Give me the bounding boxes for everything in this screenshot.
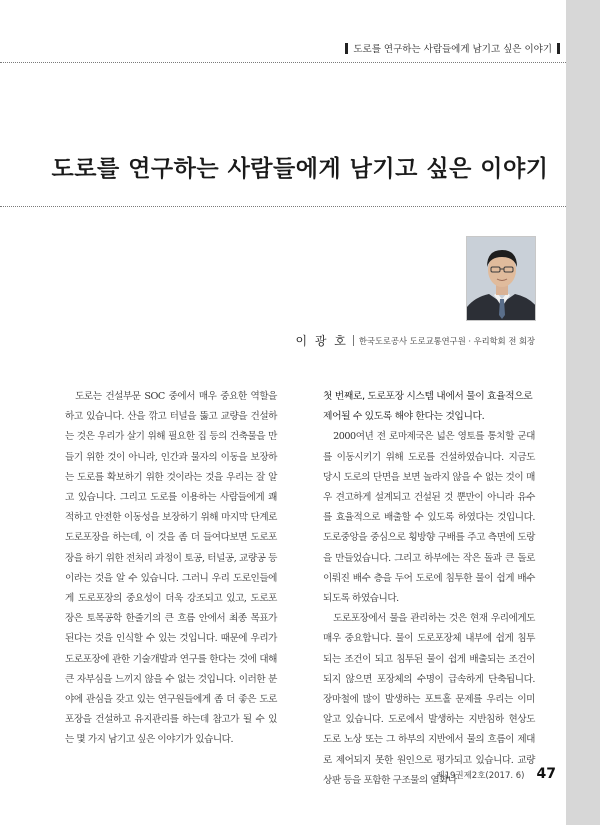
title-dotted-rule — [0, 206, 566, 207]
page-footer — [436, 766, 556, 782]
page-title: 도로를 연구하는 사람들에게 남기고 싶은 이야기 — [51, 156, 549, 182]
author-name: 이 광 호 — [295, 334, 348, 348]
left-column — [65, 387, 277, 751]
author-separator — [353, 335, 354, 346]
header-bar-right — [557, 43, 560, 54]
author-line — [295, 332, 535, 349]
top-dotted-rule — [0, 62, 566, 63]
author-affiliation: 한국도로공사 도로교통연구원 · 우리학회 전 회장 — [358, 335, 535, 346]
right-lead-text: 첫 번째로, 도로포장 시스템 내에서 물이 효율적으로 제어될 수 있도록 해야 한다는 것입니다. — [323, 391, 533, 423]
author-photo — [466, 236, 536, 321]
left-paragraph-1: 도로는 건설부문 SOC 중에서 매우 중요한 역할을 하고 있습니다. 산을 깎고 터널을 뚫고 교량을 건설하는 것은 우리가 살기 위해 필요한 집 등의 건축물을 만들기 위한 것이 아니라, 인간과 물자의 이동을 보장하는 도로를 확보하기 위한 것이라는 것을 우리는 잘 알고 있습니다. 그리고 도로를 이용하는 사람들에게 쾌적하고 안전한 이동성을 보장하기 위해 마지막 단계로 도로포장을 하는데, 이 것을 좀 더 들여다보면 도로포장을 하기 위한 전처리 과정이 토공, 터널공, 교량공 등이라는 것을 알 수 있습니다. 그러니 우리 도로인들에게 도로포장의 중요성이 더욱 강조되고 있고, 도로포장은 토목공학 한줄기의 큰 흐름 안에서 최종 목표가 된다는 것을 인식할 수 있는 것입니다. 때문에 우리가 도로포장에 관한 기술개발과 연구를 한다는 것에 대해 큰 자부심을 느끼지 않을 수 없는 것입니다. 이러한 분야에 관심을 갖고 있는 연구원들에게 좀 더 좋은 도로포장을 건설하고 유지관리를 하는데 참고가 될 수 있는 몇 가지 남기고 싶은 이야기가 있습니다. — [65, 391, 277, 746]
running-header-text: 도로를 연구하는 사람들에게 남기고 싶은 이야기 — [353, 44, 552, 55]
side-tab — [566, 0, 600, 825]
header-bar-left — [345, 43, 348, 54]
page-number: 47 — [536, 766, 556, 782]
right-column — [323, 387, 535, 791]
running-header — [345, 41, 560, 55]
right-paragraph-1: 2000여년 전 로마제국은 넓은 영토를 통치할 군대를 이동시키기 위해 도로를 건설하였습니다. 지금도 당시 도로의 단면을 보면 놀라지 않을 수 없는 것이 매우 견고하게 설계되고 건설된 것 뿐만이 아니라 유수를 효율적으로 배출할 수 있도록 하였다는 것입니다. 도로중앙을 중심으로 횡방향 구배를 주고 측면에 도랑을 만들었습니다. 그리고 하부에는 작은 돌과 큰 돌로 이뤄진 배수 층을 두어 도로에 침투한 물이 쉽게 배수되도록 하였습니다. — [323, 431, 535, 605]
right-paragraph-2: 도로포장에서 물을 관리하는 것은 현재 우리에게도 매우 중요합니다. 물이 도로포장체 내부에 쉽게 침투되는 조건이 되고 침투된 물이 쉽게 배출되는 조건이 되지 않으면 포장체의 수명이 급속하게 단축됩니다. 장마철에 많이 발생하는 포트홀 문제를 우리는 이미 알고 있습니다. 도로에서 발생하는 지반침하 현상도 도로 노상 또는 그 하부의 지반에서 물의 흐름이 제대로 제어되지 못한 원인으로 평가되고 있습니다. 교량상판 등을 포함한 구조물의 열화나 — [323, 613, 535, 786]
issue-info: 제19권제2호(2017. 6) — [436, 771, 525, 781]
